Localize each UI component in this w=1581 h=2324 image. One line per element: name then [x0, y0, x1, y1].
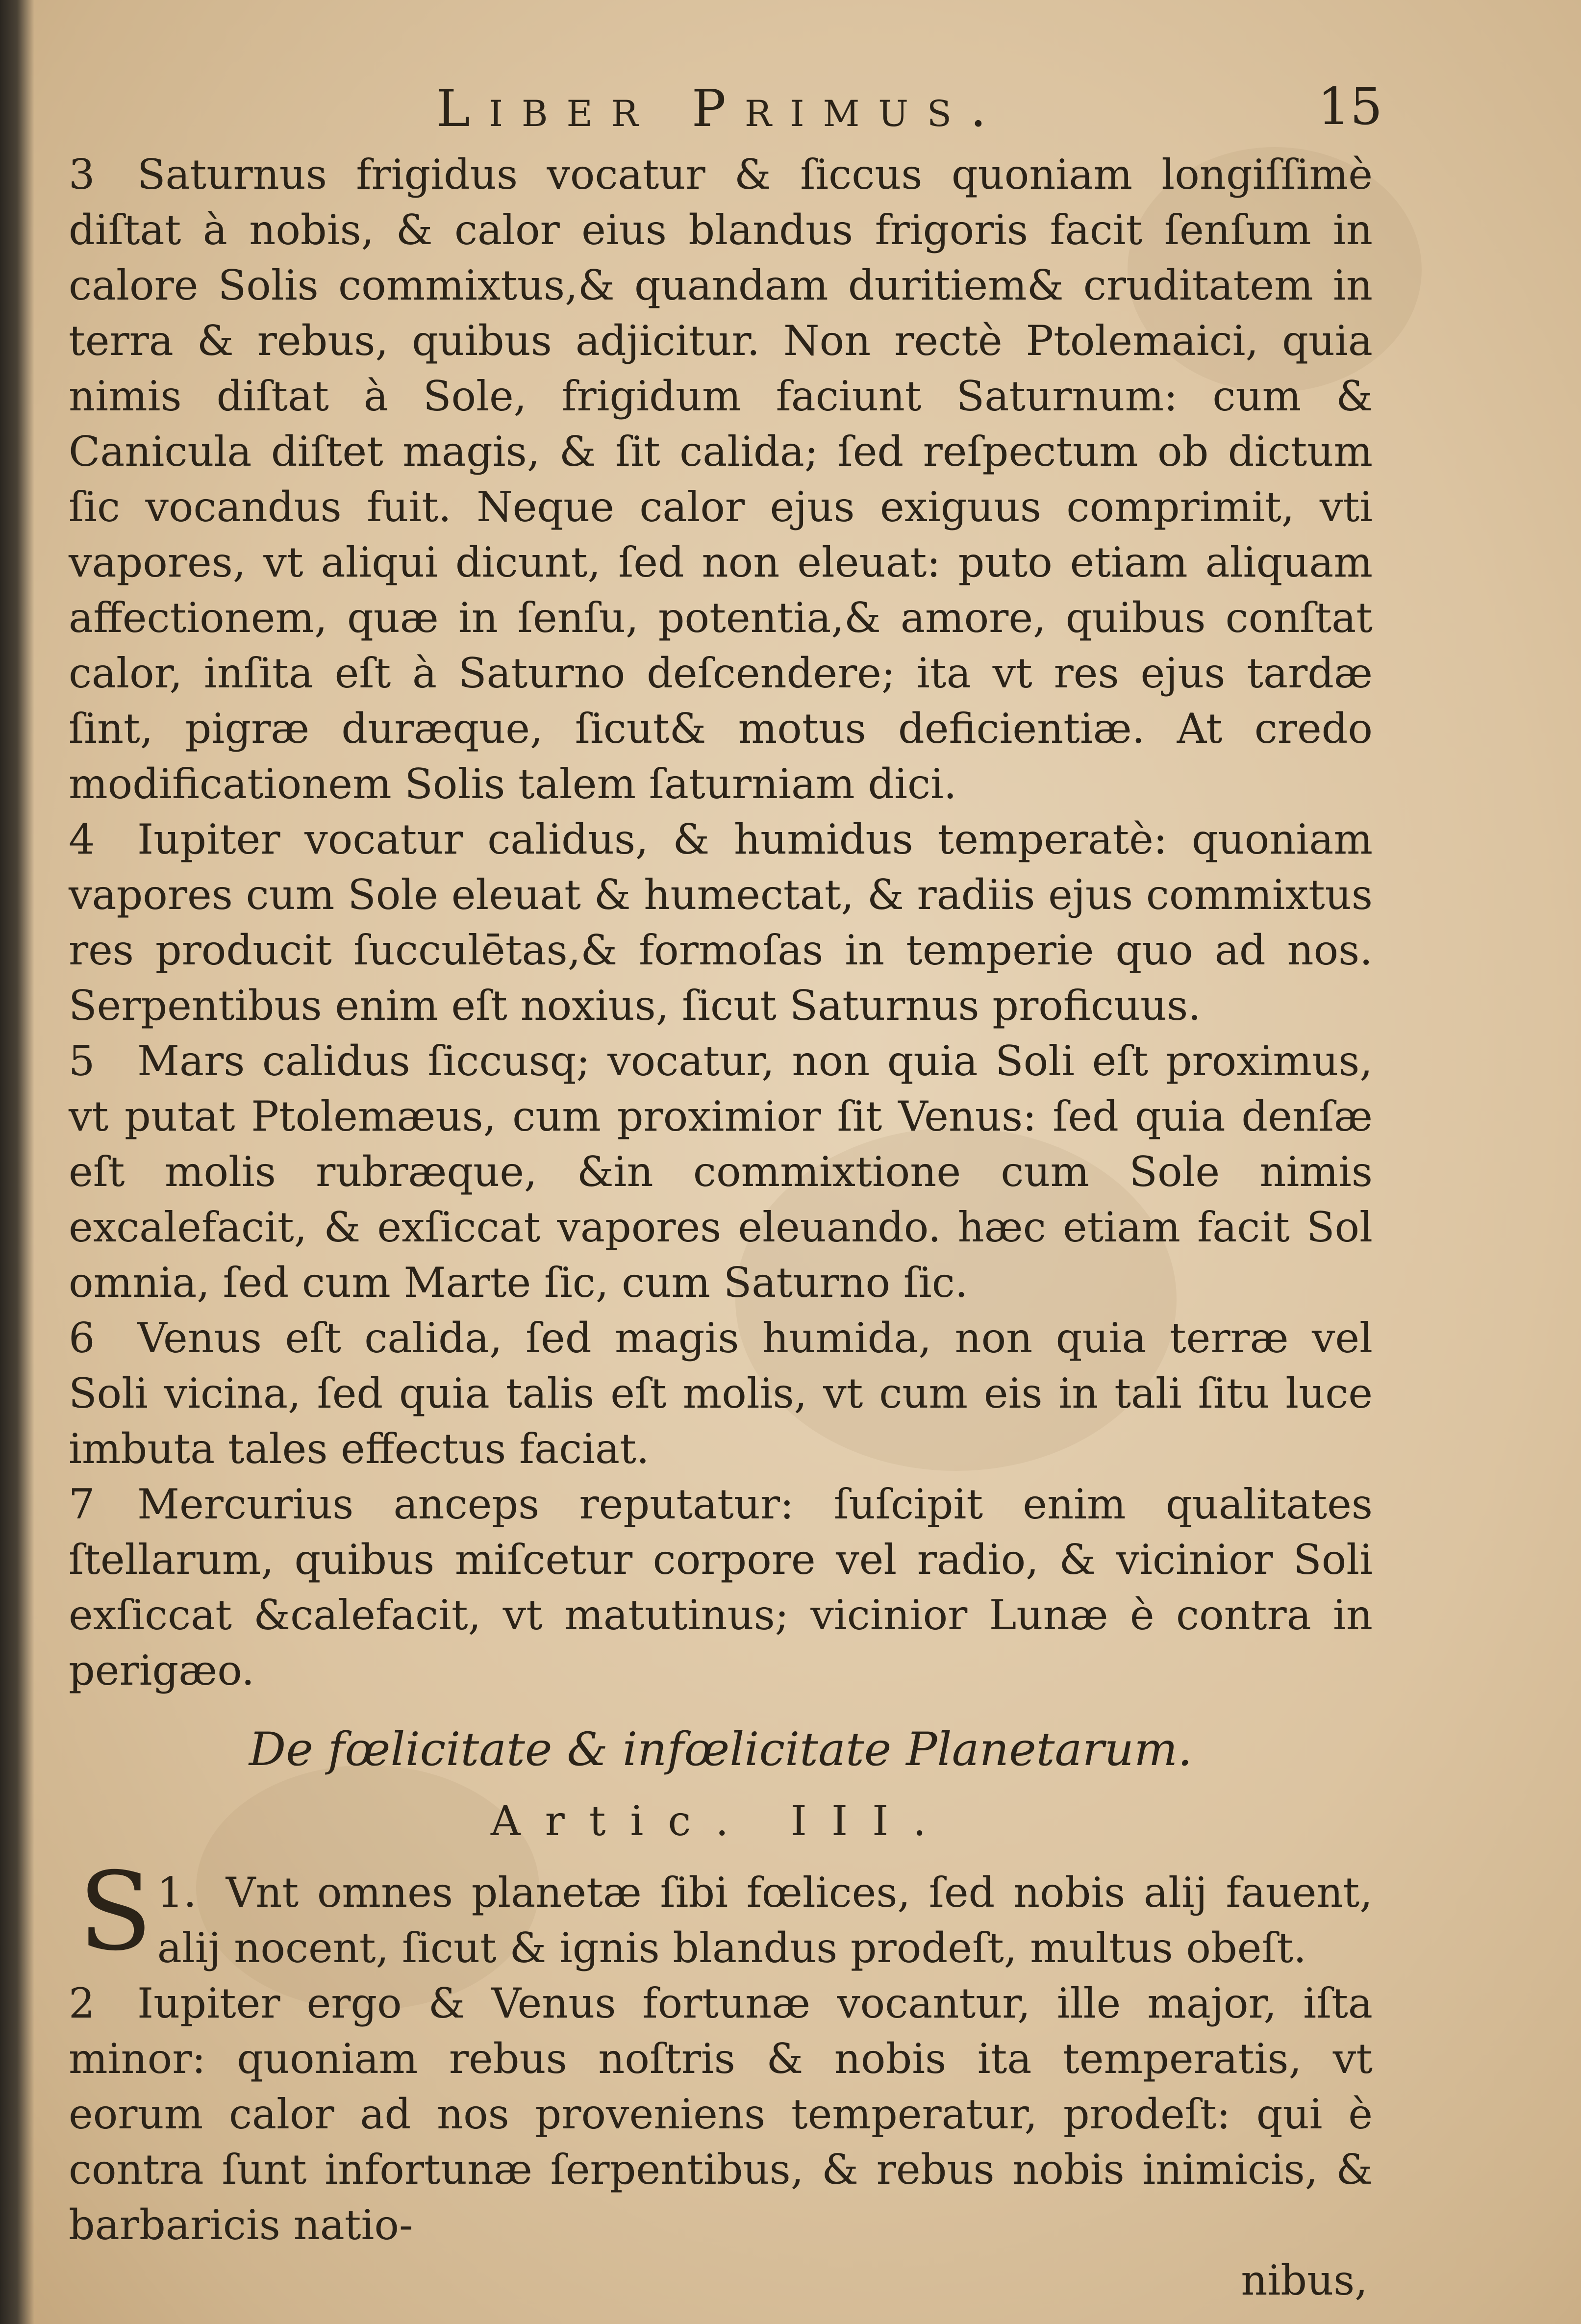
paragraph-7	[69, 1477, 1373, 1698]
paragraph-4	[69, 812, 1373, 1034]
section-paragraph-1	[69, 1849, 1373, 1976]
running-title: Liber Primus.	[436, 78, 1005, 138]
page-number: 15	[1317, 76, 1382, 136]
paragraph-number: 5	[69, 1037, 95, 1085]
paragraph-5	[69, 1034, 1373, 1311]
paragraph-text: Mars calidus ſiccusq; vocatur, non quia Soli eſt proximus, vt putat Ptolemæus, cum proximior ſit Venus: ſed quia denſæ eſt molis rubræque, &in commixtione cum Sole nimis excalefacit, & exſiccat vapores eleuando. hæc etiam facit Sol omnia, ſed cum Marte ſic, cum Saturno ſic.	[69, 1037, 1373, 1307]
paragraph-text: Venus eſt calida, ſed magis humida, non quia terræ vel Soli vicina, ſed quia talis eſt molis, vt cum eis in tali ſitu luce imbuta tales effectus faciat.	[69, 1314, 1373, 1473]
paragraph-text: Iupiter vocatur calidus, & humidus temperatè: quoniam vapores cum Sole eleuat & humectat, & radiis ejus commixtus res producit ſucculētas,& formoſas in temperie quo ad nos. Serpentibus enim eſt noxius, ſicut Saturnus proficuus.	[69, 815, 1373, 1030]
paragraph-text: Iupiter ergo & Venus fortunæ vocantur, ille major, iſta minor: quoniam rebus noſtris & nobis ita temperatis, vt eorum calor ad nos proveniens temperatur, prodeſt: qui è contra ſunt infortunæ ſerpentibus, & rebus nobis inimicis, & barbaricis natio-	[69, 1979, 1373, 2249]
paragraph-3	[69, 147, 1373, 812]
section-title: De fœlicitate & infœlicitate Planetarum.	[249, 1723, 1193, 1776]
paragraph-number: 2	[69, 1979, 95, 2027]
paragraph-number: 3	[69, 151, 95, 199]
paragraph-text: Mercurius anceps reputatur: ſuſcipit enim qualitates ſtellarum, quibus miſcetur corpore vel radio, & vicinior Soli exſiccat &calefacit, vt matutinus; vicinior Lunæ è contra in perigæo.	[69, 1480, 1373, 1694]
paragraph-number: 6	[69, 1314, 95, 1362]
article-heading: Artic. III.	[490, 1797, 951, 1845]
paragraph-text: Vnt omnes planetæ ſibi fœlices, ſed nobis alij fauent, alij nocent, ſicut & ignis blandus prodeſt, multus obeſt.	[157, 1869, 1373, 1972]
paragraph-text: Saturnus frigidus vocatur & ſiccus quoniam longiſſimè diſtat à nobis, & calor eius blandus frigoris facit ſenſum in calore Solis commixtus,& quandam duritiem& cruditatem in terra & rebus, quibus adjicitur. Non rectè Ptolemaici, quia nimis diſtat à Sole, frigidum faciunt Saturnum: cum & Canicula diſtet magis, & ſit calida; ſed reſpectum ob dictum ſic vocandus fuit. Neque calor ejus exiguus comprimit, vti vapores, vt aliqui dicunt, ſed non eleuat: puto etiam aliquam affectionem, quæ in ſenſu, potentia,& amore, quibus conſtat calor, inſita eſt à Saturno deſcendere; ita vt res ejus tardæ ſint, pigræ duræque, ſicut& motus deficientiæ. At credo modificationem Solis talem ſaturniam dici.	[69, 151, 1373, 808]
drop-capital: S	[78, 1849, 152, 1974]
page-text-block	[69, 74, 1382, 2308]
paragraph-number: 1.	[157, 1869, 197, 1917]
section-paragraph-2	[69, 1976, 1373, 2253]
paragraph-6	[69, 1311, 1373, 1477]
paragraph-number: 4	[69, 815, 95, 863]
catchword: nibus,	[1241, 2256, 1368, 2304]
page-gutter-shadow	[0, 0, 34, 2324]
page-header	[69, 74, 1382, 147]
paragraph-number: 7	[69, 1480, 95, 1528]
